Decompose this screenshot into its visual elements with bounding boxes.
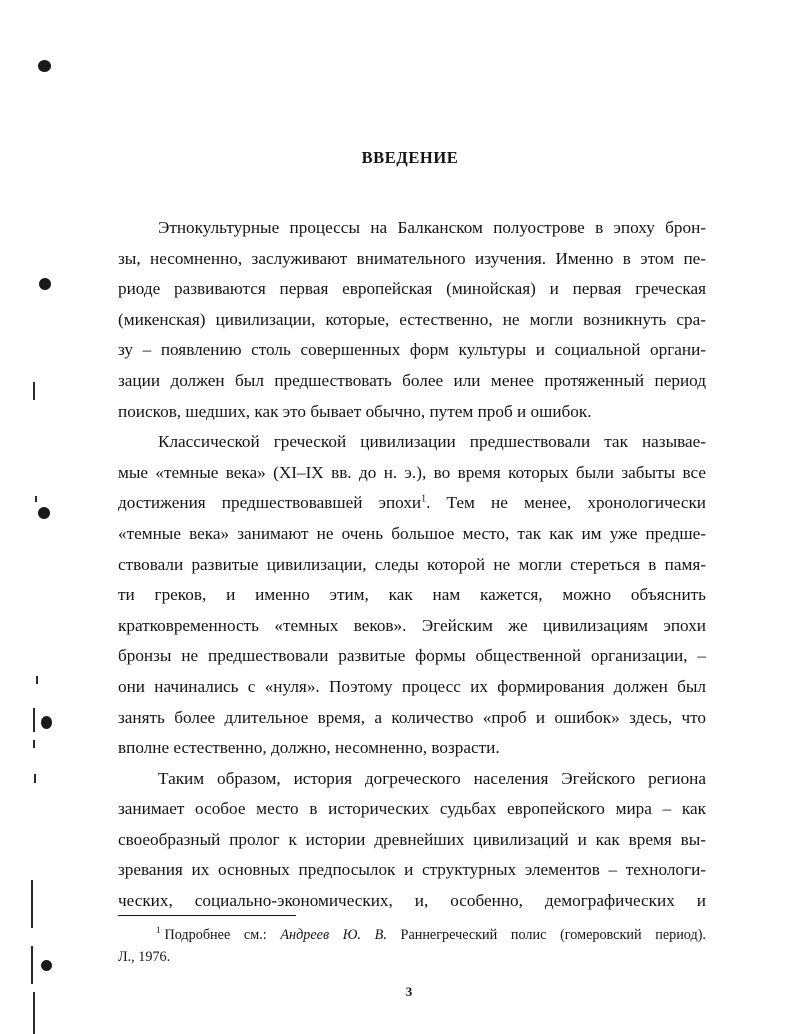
page-number: 3 <box>405 984 413 999</box>
paragraph-line: занять более длительное время, а количество «проб и ошибок» здесь, что <box>118 707 706 727</box>
paragraph-line: бронзы не предшествовали развитые формы общественной организации, – <box>118 646 706 666</box>
scan-mark <box>35 496 37 502</box>
footnote-title: Раннегреческий полис (гомеровский период). <box>386 927 706 943</box>
paragraph-line: ти греков, и именно этим, как нам кажется, можно объяснить <box>118 585 706 605</box>
scan-mark <box>31 946 33 984</box>
footnote <box>118 924 706 968</box>
paragraph-line: зы, несомненно, заслуживают внимательного изучения. Именно в этом пе- <box>118 248 706 268</box>
paragraph-line: вполне естественно, должно, несомненно, возрасти. <box>118 738 500 758</box>
paragraph-line: мые «темные века» (XI–IX вв. до н. э.), во время которых были забыты все <box>118 462 706 482</box>
footnote-prefix: Подробнее см.: <box>164 927 281 943</box>
body-text <box>118 213 706 917</box>
scan-mark <box>31 880 33 928</box>
footnote-author: Андреев Ю. В. <box>280 927 387 943</box>
paragraph-line: кратковременность «темных веков». Эгейским же цивилизациям эпохи <box>118 615 706 635</box>
text-fragment: достижения предшествовавшей эпохи <box>118 493 422 513</box>
scan-spot <box>41 960 52 971</box>
footnote-line: Л., 1976. <box>118 949 171 965</box>
page-title: ВВЕДЕНИЕ <box>361 148 459 167</box>
paragraph-line: они начинались с «нуля». Поэтому процесс их формирования должен был <box>118 676 706 696</box>
scan-spot <box>41 716 52 729</box>
paragraph-line: зации должен был предшествовать более или менее протяженный период <box>118 370 706 390</box>
paragraph-line: своеобразный пролог к истории древнейших цивилизаций и как время вы- <box>118 829 706 849</box>
paragraph-line: ческих, социально-экономических, и, особенно, демографических и <box>118 891 706 911</box>
paragraph-line: занимает особое место в исторических судьбах европейского мира – как <box>118 799 706 819</box>
footnote-divider <box>118 915 296 916</box>
paragraph-line: достижения предшествовавшей эпохи$^1$. Тем не менее, хронологически <box>118 493 706 513</box>
paragraph-line: (микенская) цивилизации, которые, естественно, не могли возникнуть сра- <box>118 309 706 329</box>
scan-spot <box>38 60 51 72</box>
text-fragment: Тем не менее, хронологически <box>430 493 706 513</box>
paragraph-line: Таким образом, история догреческого населения Эгейского региона <box>158 768 706 788</box>
scan-mark <box>34 774 36 783</box>
paragraph-line: поисков, шедших, как это бывает обычно, путем проб и ошибок. <box>118 401 592 421</box>
paragraph-line: риоде развиваются первая европейская (минойская) и первая греческая <box>118 279 706 299</box>
footnote-reference[interactable]: 1 <box>421 493 427 505</box>
scan-spot <box>38 507 50 519</box>
scan-mark <box>33 740 35 748</box>
paragraph-line: ствовали развитые цивилизации, следы которой не могли стереться в памя- <box>118 554 706 574</box>
footnote-marker: 1 <box>156 925 161 936</box>
scan-mark <box>36 676 38 684</box>
paragraph-line: зу – появлению столь совершенных форм культуры и социальной органи- <box>118 340 706 360</box>
paragraph-line: Этнокультурные процессы на Балканском полуострове в эпоху брон- <box>158 218 706 237</box>
scan-spot <box>39 278 51 290</box>
paragraph-line: Классической греческой цивилизации предшествовали так называе- <box>158 432 706 452</box>
paragraph-line: зревания их основных предпосылок и структурных элементов – технологи- <box>118 860 706 880</box>
scan-mark <box>33 382 35 400</box>
paragraph-line: «темные века» занимают не очень большое место, так как им уже предше- <box>118 523 706 543</box>
scan-mark <box>33 708 35 732</box>
footnote-line <box>118 924 706 946</box>
